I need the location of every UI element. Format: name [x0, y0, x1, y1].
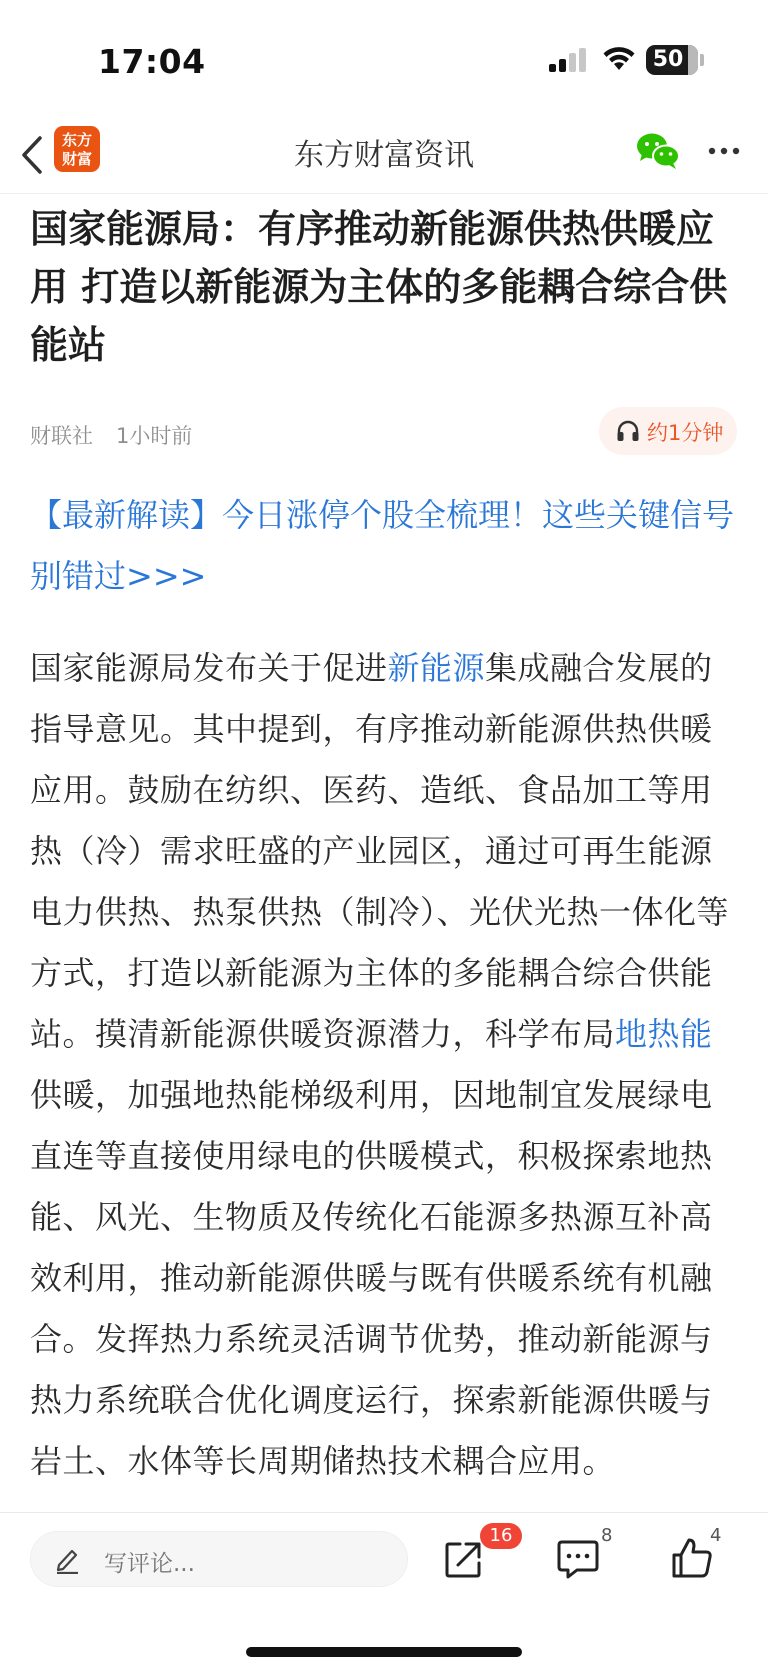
battery-level: 50: [652, 47, 684, 72]
pencil-icon: [55, 1546, 81, 1574]
article-body: [30, 638, 742, 1511]
body-text-segment: 供暖，加强地热能梯级利用，因地制宜发展绿电直连等直接使用绿电的供暖模式，积极探索地热能、风光、生物质及传统化石能源多热源互补高效利用，推动新能源供暖与既有供暖系统有机融合。发挥热力系统灵活调节优势，推动新能源与热力系统联合优化调度运行，探索新能源供暖与岩土、水体等长周期储热技术耦合应用。: [30, 1076, 713, 1480]
thumbs-up-icon[interactable]: [671, 1537, 713, 1579]
more-options-icon[interactable]: [708, 147, 740, 155]
app-logo: 东方 财富: [54, 126, 100, 172]
cellular-signal-icon: [549, 48, 587, 72]
nav-title: 东方财富资讯: [294, 138, 474, 173]
wechat-share-icon[interactable]: [636, 132, 680, 170]
battery-icon: [646, 45, 698, 75]
comment-placeholder: 写评论...: [104, 1551, 195, 1577]
keyword-link-geothermal[interactable]: 地热能: [615, 1015, 713, 1053]
bottom-action-bar: [0, 1512, 768, 1670]
battery-cap: [700, 54, 704, 66]
like-count: 4: [710, 1525, 722, 1546]
share-count-badge: 16: [480, 1523, 522, 1549]
promo-link[interactable]: 【最新解读】今日涨停个股全梳理！这些关键信号别错过>>>: [30, 496, 735, 595]
home-indicator: [246, 1647, 522, 1657]
listen-duration-label: 约1分钟: [647, 421, 724, 445]
status-time: 17:04: [98, 42, 206, 81]
article-time: 1小时前: [116, 424, 193, 448]
listen-audio-button[interactable]: [599, 407, 737, 455]
article-source: 财联社: [30, 424, 93, 448]
comment-icon[interactable]: [557, 1539, 599, 1579]
status-bar: [0, 0, 768, 120]
share-icon[interactable]: [444, 1539, 484, 1579]
body-text-segment: 国家能源局发布关于促进: [30, 649, 388, 687]
headphone-icon: [616, 420, 640, 442]
comment-count: 8: [601, 1525, 613, 1546]
comment-input[interactable]: [30, 1531, 408, 1587]
nav-bar: [0, 120, 768, 194]
wifi-icon: [602, 45, 636, 71]
body-text-segment: 集成融合发展的指导意见。其中提到，有序推动新能源供热供暖应用。鼓励在纺织、医药、造纸、食品加工等用热（冷）需求旺盛的产业园区，通过可再生能源电力供热、热泵供热（制冷）、光伏光热一体化等方式，打造以新能源为主体的多能耦合综合供能站。摸清新能源供暖资源潜力，科学布局: [30, 649, 730, 1053]
keyword-link-new-energy[interactable]: 新能源: [387, 649, 486, 687]
article-headline: 国家能源局：有序推动新能源供热供暖应用 打造以新能源为主体的多能耦合综合供能站: [30, 207, 728, 367]
